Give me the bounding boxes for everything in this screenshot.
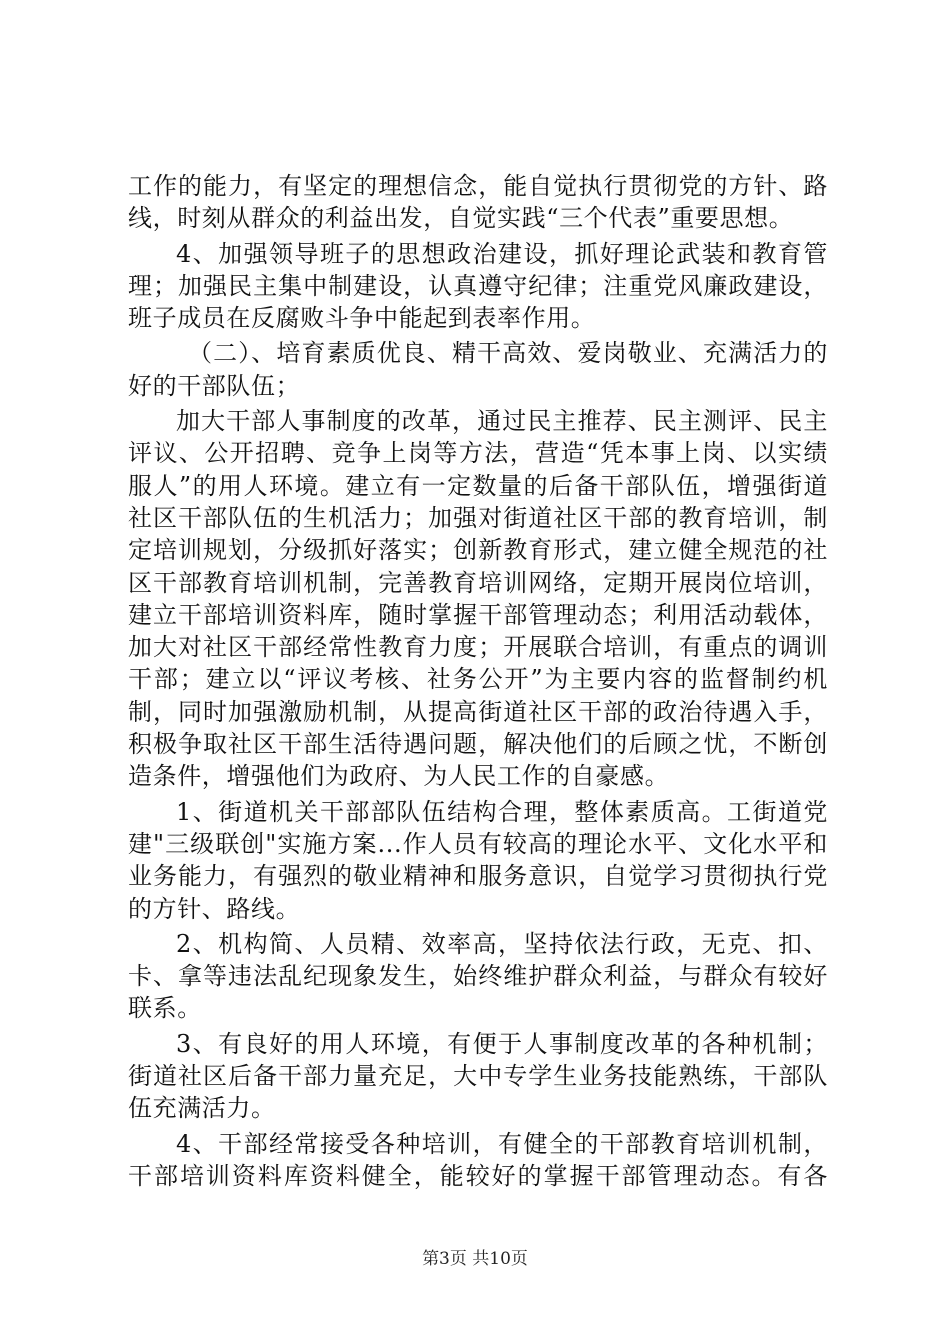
paragraph-3: 加大干部人事制度的改革，通过民主推荐、民主测评、民主评议、公开招聘、竞争上岗等方法，营造“凭本事上岗、以实绩服人”的用人环境。建立有一定数量的后备干部队伍，增强街道社区干部队伍的生机活力；加强对街道社区干部的教育培训，制定培训规划，分级抓好落实；创新教育形式，建立健全规范的社区干部教育培训机制，完善教育培训网络，定期开展岗位培训，建立干部培训资料库，随时掌握干部管理动态；利用活动载体，加大对社区干部经常性教育力度；开展联合培训，有重点的调训干部；建立以“评议考核、社务公开”为主要内容的监督制约机制，同时加强激励机制，从提高街道社区干部的政治待遇入手，积极争取社区干部生活待遇问题，解决他们的后顾之忧，不断创造条件，增强他们为政府、为人民工作的自豪感。 <box>128 407 828 791</box>
paragraph-4: 1、街道机关干部部队伍结构合理，整体素质高。工街道党建"三级联创"实施方案...作人员有较高的理论水平、文化水平和业务能力，有强烈的敬业精神和服务意识，自觉学习贯彻执行党的方针、路线。 <box>128 797 828 923</box>
paragraph-1: 工作的能力，有坚定的理想信念，能自觉执行贯彻党的方针、路线，时刻从群众的利益出发，自觉实践“三个代表”重要思想。 <box>128 172 828 233</box>
paragraph-5: 2、机构简、人员精、效率高，坚持依法行政，无克、扣、卡、拿等违法乱纪现象发生，始终维护群众利益，与群众有较好联系。 <box>128 929 828 1023</box>
paragraph-6: 3、有良好的用人环境，有便于人事制度改革的各种机制；街道社区后备干部力量充足，大中专学生业务技能熟练，干部队伍充满活力。 <box>128 1029 828 1123</box>
paragraph-2: 4、加强领导班子的思想政治建设，抓好理论武装和教育管理；加强民主集中制建设，认真遵守纪律；注重党风廉政建设，班子成员在反腐败斗争中能起到表率作用。 <box>128 239 828 333</box>
page-footer: 第3页 共10页 <box>422 1249 528 1269</box>
document-body <box>128 170 828 1195</box>
section-heading: （二）、培育素质优良、精干高效、爱岗敬业、充满活力的好的干部队伍； <box>128 339 828 400</box>
paragraph-7: 4、干部经常接受各种培训，有健全的干部教育培训机制，干部培训资料库资料健全，能较好的掌握干部管理动态。有各 <box>128 1129 828 1190</box>
